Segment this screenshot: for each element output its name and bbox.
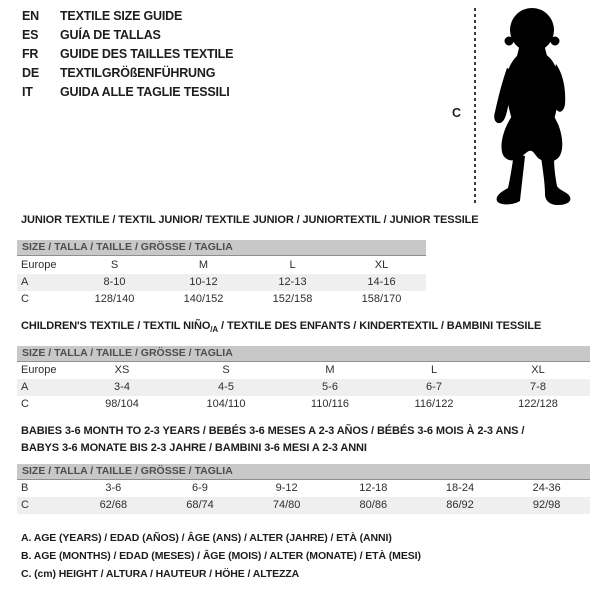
size-cell: M — [325, 364, 335, 376]
size-cell: XL — [531, 364, 545, 376]
lang-title: GUIDA ALLE TAGLIE TESSILI — [60, 85, 230, 99]
size-cell: L — [430, 364, 438, 376]
size-cell: M — [198, 259, 209, 271]
lang-code: IT — [22, 85, 33, 99]
children-row-age — [17, 379, 590, 396]
children-title-post: / TEXTILE DES ENFANTS / KINDERTEXTIL / BAMBINI TESSILE — [218, 320, 542, 332]
height-cell: 128/140 — [94, 293, 135, 305]
toddler-silhouette-image — [486, 4, 596, 212]
junior-row-age — [17, 274, 426, 291]
children-row-height — [17, 396, 590, 413]
row-label: Europe — [21, 259, 57, 271]
babies-title-line2-text: BABYS 3-6 MONATE BIS 2-3 JAHRE / BAMBINI 3-6 MESI A 2-3 ANNI — [21, 442, 367, 454]
lang-row-en — [22, 7, 233, 26]
babies-row-height — [17, 497, 590, 514]
height-cell: 98/104 — [105, 398, 139, 410]
junior-table-title — [21, 214, 479, 226]
lang-code: FR — [22, 47, 39, 61]
junior-size-header-bar: SIZE / TALLA / TAILLE / GRÖSSE / TAGLIA — [17, 240, 426, 256]
height-cell: 158/170 — [361, 293, 402, 305]
footnote-a: A. AGE (YEARS) / EDAD (AÑOS) / ÂGE (ANS) / ALTER (JAHRE) / ETÀ (ANNI) — [21, 532, 392, 544]
lang-code: DE — [22, 66, 39, 80]
babies-table-title-line1 — [21, 425, 524, 437]
size-cell: XL — [374, 259, 389, 271]
age-cell: 5-6 — [322, 381, 338, 393]
age-cell: 6-7 — [426, 381, 442, 393]
size-cell: L — [289, 259, 296, 271]
lang-title: TEXTILE SIZE GUIDE — [60, 9, 183, 23]
months-cell: 9-12 — [275, 482, 298, 494]
height-cell: 152/158 — [272, 293, 313, 305]
lang-row-it — [22, 83, 233, 102]
row-label: C — [21, 293, 29, 305]
children-title-sub: /A — [210, 325, 219, 335]
junior-row-height — [17, 291, 426, 308]
age-cell: 7-8 — [530, 381, 546, 393]
height-cell: 104/110 — [206, 398, 246, 410]
age-cell: 10-12 — [189, 276, 218, 288]
height-cell: 110/116 — [310, 398, 350, 410]
age-cell: 3-4 — [114, 381, 130, 393]
lang-title: GUIDE DES TAILLES TEXTILE — [60, 47, 234, 61]
children-title-pre: CHILDREN'S TEXTILE / TEXTIL NIÑO — [21, 320, 211, 332]
months-cell: 18-24 — [445, 482, 475, 494]
height-cell: 140/152 — [183, 293, 224, 305]
row-label: A — [21, 381, 29, 393]
row-label: C — [21, 398, 29, 410]
children-row-europe — [17, 362, 590, 379]
age-cell: 4-5 — [218, 381, 234, 393]
junior-title-text: JUNIOR TEXTILE / TEXTIL JUNIOR/ TEXTILE JUNIOR / JUNIORTEXTIL / JUNIOR TESSILE — [21, 214, 479, 226]
babies-size-header-bar: SIZE / TALLA / TAILLE / GRÖSSE / TAGLIA — [17, 464, 590, 480]
row-label: Europe — [21, 364, 57, 376]
height-cell: 86/92 — [446, 499, 474, 511]
babies-title-line1-text: BABIES 3-6 MONTH TO 2-3 YEARS / BEBÉS 3-6 MESES A 2-3 AÑOS / BÉBÉS 3-6 MOIS À 2-3 ANS / — [21, 425, 525, 437]
babies-row-months — [17, 480, 590, 497]
age-cell: 8-10 — [103, 276, 126, 288]
junior-row-europe — [17, 257, 426, 274]
height-measure-label: C — [452, 106, 462, 120]
lang-row-de — [22, 64, 233, 83]
height-cell: 116/122 — [414, 398, 454, 410]
lang-row-fr — [22, 45, 233, 64]
lang-code: EN — [22, 9, 39, 23]
height-cell: 122/128 — [518, 398, 558, 410]
children-size-header-bar: SIZE / TALLA / TAILLE / GRÖSSE / TAGLIA — [17, 346, 590, 362]
height-cell: 74/80 — [272, 499, 301, 511]
lang-row-es — [22, 26, 233, 45]
months-cell: 6-9 — [192, 482, 208, 494]
months-cell: 3-6 — [105, 482, 122, 494]
row-label: B — [21, 482, 29, 494]
height-cell: 92/98 — [532, 499, 561, 511]
age-cell: 12-13 — [278, 276, 307, 288]
height-measure-line — [474, 8, 476, 206]
months-cell: 24-36 — [532, 482, 561, 494]
lang-title: GUÍA DE TALLAS — [60, 28, 161, 42]
size-cell: S — [222, 364, 230, 376]
language-header — [22, 7, 233, 102]
height-cell: 68/74 — [186, 499, 214, 511]
height-cell: 62/68 — [99, 499, 128, 511]
children-table-title — [21, 320, 541, 334]
lang-title: TEXTILGRÖßENFÜHRUNG — [60, 66, 216, 80]
lang-code: ES — [22, 28, 39, 42]
age-cell: 14-16 — [367, 276, 396, 288]
silhouette-shape — [494, 8, 570, 205]
footnote-b: B. AGE (MONTHS) / EDAD (MESES) / ÂGE (MOIS) / ALTER (MONATE) / ETÀ (MESI) — [21, 550, 421, 562]
row-label: A — [21, 276, 29, 288]
size-cell: XS — [114, 364, 130, 376]
size-cell: S — [110, 259, 119, 271]
footnote-c: C. (cm) HEIGHT / ALTURA / HAUTEUR / HÖHE / ALTEZZA — [21, 568, 300, 580]
babies-table-title-line2 — [21, 442, 367, 454]
row-label: C — [21, 499, 29, 511]
months-cell: 12-18 — [359, 482, 388, 494]
height-cell: 80/86 — [359, 499, 388, 511]
